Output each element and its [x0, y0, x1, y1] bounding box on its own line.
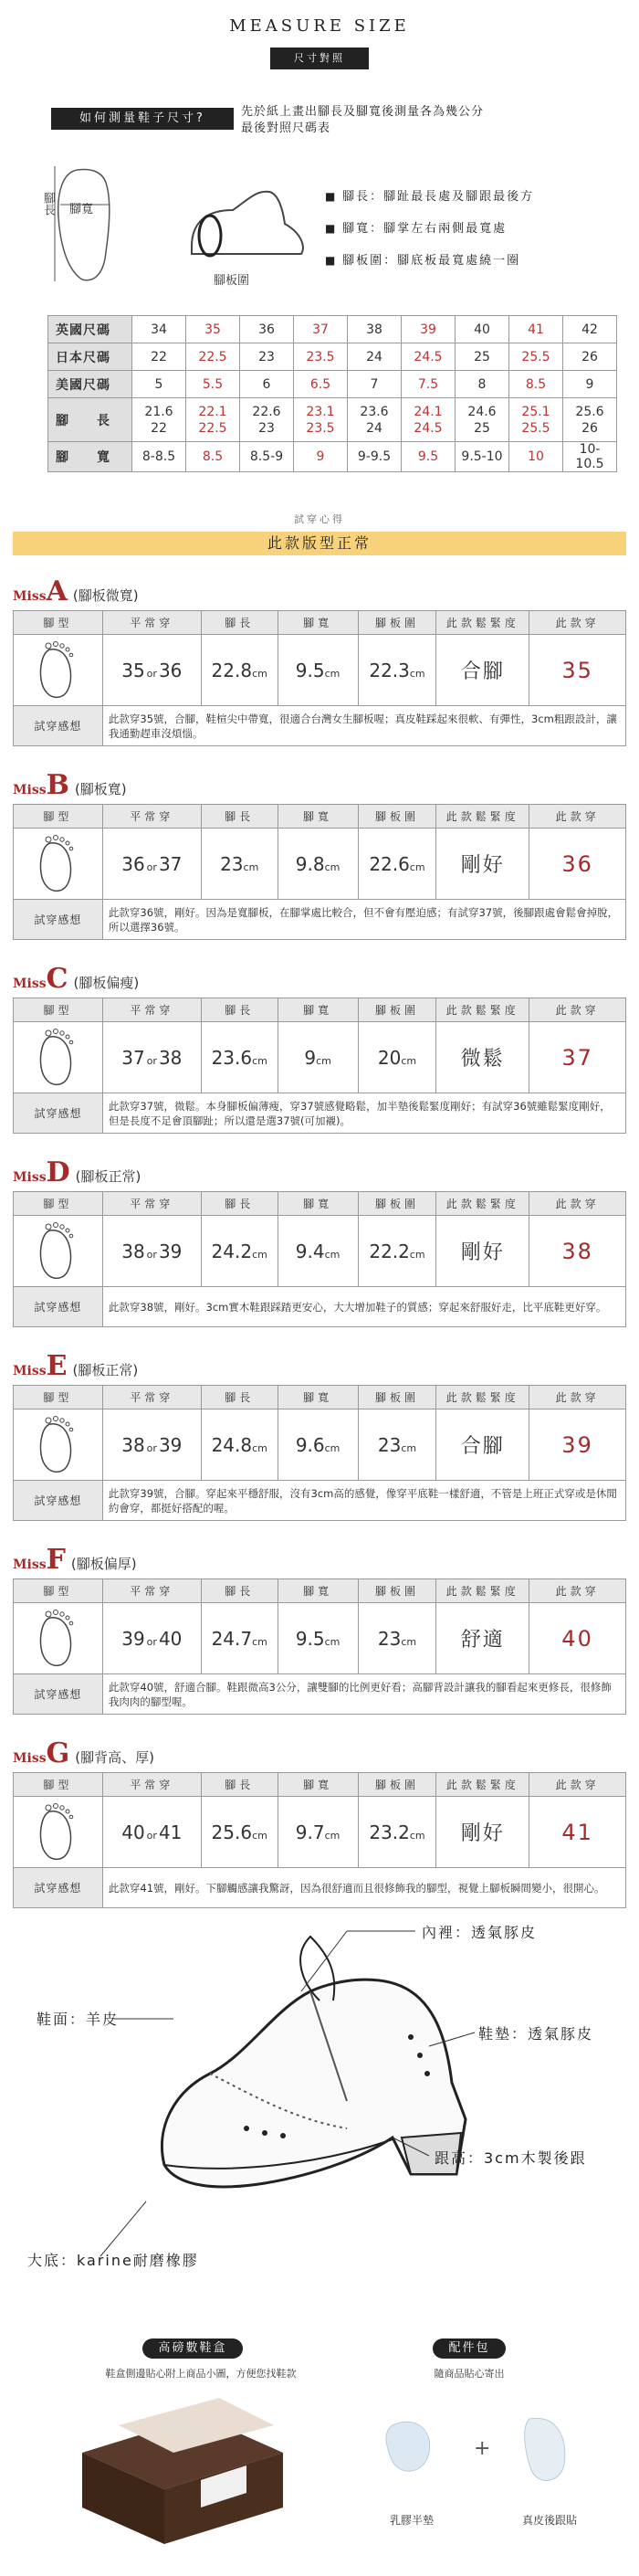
size-chart-cell: 25	[456, 343, 509, 371]
tester-foot-type: (腳板偏瘦)	[73, 975, 140, 991]
fit-values-row	[14, 1603, 626, 1674]
note-label: 試穿感想	[14, 1674, 103, 1715]
length-cell: 24.2cm	[201, 1216, 278, 1287]
tester-heading	[13, 1737, 154, 1769]
size-chart-cell: 34	[132, 316, 186, 343]
tester-name: MissA	[13, 575, 68, 607]
girth-cell: 23cm	[358, 1409, 436, 1481]
foot-type-cell	[14, 1603, 103, 1674]
usual-size-cell: 38 or 39	[102, 1409, 201, 1481]
size-chart-cell: 23	[240, 343, 294, 371]
fit-header-cell: 此款鬆緊度	[436, 1386, 529, 1409]
tester-foot-type: (腳板微寬)	[72, 587, 139, 604]
fit-header-cell: 腳型	[14, 1579, 103, 1603]
size-chart-cell: 26	[563, 343, 617, 371]
fit-header-cell: 腳型	[14, 805, 103, 829]
fit-table-header	[14, 1579, 626, 1603]
usual-size-cell: 37 or 38	[102, 1022, 201, 1093]
fit-header-cell: 腳長	[201, 1386, 278, 1409]
fit-header-cell: 腳板圍	[358, 805, 436, 829]
fit-header-cell: 此款穿	[529, 998, 626, 1022]
fit-table	[13, 998, 626, 1134]
size-chart-cell: 23.6 24	[348, 398, 402, 442]
fit-header-cell: 腳型	[14, 1192, 103, 1216]
chosen-size-cell: 41	[529, 1797, 626, 1868]
size-chart-cell: 9-9.5	[348, 442, 402, 472]
note-text: 此款穿36號，剛好。因為是寬腳板，在腳掌處比較合，但不會有壓迫感；有試穿37號，後腳跟處會鬆會掉脫，所以選擇36號。	[102, 900, 625, 940]
foot-girth-label: 腳板圍	[214, 274, 250, 288]
size-chart-cell: 8	[456, 371, 509, 398]
foot-print-icon	[30, 832, 85, 896]
fit-table-header	[14, 611, 626, 635]
accessory-caption: 隨商品貼心寄出	[434, 2368, 505, 2380]
fit-header-cell: 腳寬	[278, 998, 358, 1022]
foot-print-icon	[30, 1413, 85, 1477]
note-label: 試穿感想	[14, 900, 103, 940]
fit-values-row	[14, 1409, 626, 1481]
tester-name: MissC	[13, 963, 68, 995]
chosen-size-cell: 37	[529, 1022, 626, 1093]
chosen-size-cell: 35	[529, 635, 626, 706]
insole-label: 鞋墊：透氣豚皮	[478, 2025, 594, 2043]
size-chart-cell: 25.5	[509, 343, 563, 371]
fit-note-row	[14, 1481, 626, 1521]
fit-header-cell: 平常穿	[102, 805, 201, 829]
box-pill: 高磅數鞋盒	[142, 2338, 243, 2359]
fit-header-cell: 腳板圍	[358, 611, 436, 635]
tester-foot-type: (腳背高、厚)	[75, 1749, 154, 1766]
size-chart-cell: 23.5	[294, 343, 348, 371]
length-cell: 24.8cm	[201, 1409, 278, 1481]
fit-level-cell: 合腳	[436, 1409, 529, 1481]
heel-label: 跟高：3cm木製後跟	[435, 2149, 587, 2167]
fit-note-row	[14, 900, 626, 940]
fit-header-cell: 腳長	[201, 805, 278, 829]
foot-type-cell	[14, 635, 103, 706]
fit-header-cell: 腳寬	[278, 1579, 358, 1603]
size-chart-cell: 42	[563, 316, 617, 343]
note-label: 試穿感想	[14, 1868, 103, 1908]
size-ribbon: 尺寸對照	[270, 48, 369, 69]
fit-header-cell: 此款鬆緊度	[436, 611, 529, 635]
foot-print-icon	[30, 639, 85, 702]
fit-header-cell: 腳板圍	[358, 998, 436, 1022]
tester-heading	[13, 575, 139, 607]
chosen-size-cell: 36	[529, 829, 626, 900]
fit-table	[13, 1772, 626, 1908]
fit-level-cell: 舒適	[436, 1603, 529, 1674]
note-text: 此款穿41號，剛好。下腳觸感讓我驚訝，因為很舒適而且很修飾我的腳型，視覺上腳板瞬間變小，很開心。	[102, 1868, 625, 1908]
fit-header-cell: 此款穿	[529, 805, 626, 829]
measure-bullets	[325, 181, 534, 277]
foot-print-icon	[30, 1800, 85, 1864]
fit-banner: 此款版型正常	[13, 532, 626, 555]
fit-values-row	[14, 635, 626, 706]
girth-cell: 22.2cm	[358, 1216, 436, 1287]
size-chart-cell: 36	[240, 316, 294, 343]
width-cell: 9.7cm	[278, 1797, 358, 1868]
size-chart-cell: 7.5	[402, 371, 456, 398]
fit-header-cell: 此款穿	[529, 1386, 626, 1409]
fit-header-cell: 此款鬆緊度	[436, 1192, 529, 1216]
size-chart-row	[48, 442, 617, 472]
foot-type-cell	[14, 1216, 103, 1287]
foot-type-cell	[14, 829, 103, 900]
note-text: 此款穿39號，合腳。穿起來平穩舒服，沒有3cm高的感覺，像穿平底鞋一樣舒適，不管是上班正式穿或是休閒約會穿，都挺好搭配的喔。	[102, 1481, 625, 1521]
foot-side-icon	[183, 183, 310, 265]
note-text: 此款穿37號，微鬆。本身腳板偏薄瘦，穿37號感覺略鬆，加半墊後鬆緊度剛好；有試穿36號雖鬆緊度剛好，但是長度不足會頂腳趾；所以還是選37號(可加襯)。	[102, 1093, 625, 1134]
fit-header-cell: 此款鬆緊度	[436, 1579, 529, 1603]
fit-header-cell: 腳型	[14, 1386, 103, 1409]
note-label: 試穿感想	[14, 706, 103, 746]
size-chart-cell: 8-8.5	[132, 442, 186, 472]
tester-foot-type: (腳板寬)	[74, 781, 127, 797]
fit-level-cell: 剛好	[436, 829, 529, 900]
note-label: 試穿感想	[14, 1093, 103, 1134]
bullet-girth: ■ 腳板圍：腳底板最寬處繞一圈	[325, 245, 534, 277]
how-to-measure-text: 先於紙上畫出腳長及腳寬後測量各為幾公分 最後對照尺碼表	[241, 105, 485, 135]
size-chart-cell: 21.6 22	[132, 398, 186, 442]
size-chart-cell: 8.5-9	[240, 442, 294, 472]
note-label: 試穿感想	[14, 1287, 103, 1327]
size-chart-cell: 22.5	[186, 343, 240, 371]
fit-header-cell: 腳寬	[278, 1386, 358, 1409]
girth-cell: 22.6cm	[358, 829, 436, 900]
size-chart-cell: 22.6 23	[240, 398, 294, 442]
shoe-callout-lines	[0, 1909, 639, 2293]
fit-header-cell: 腳長	[201, 1773, 278, 1797]
tester-name: MissE	[13, 1350, 68, 1382]
fit-table-header	[14, 1386, 626, 1409]
fit-header-cell: 此款穿	[529, 1773, 626, 1797]
fit-header-cell: 腳板圍	[358, 1192, 436, 1216]
size-chart-cell: 22.1 22.5	[186, 398, 240, 442]
shoe-box-icon	[64, 2389, 301, 2553]
fit-header-cell: 腳板圍	[358, 1773, 436, 1797]
fit-table	[13, 610, 626, 746]
fit-header-cell: 此款穿	[529, 1192, 626, 1216]
size-chart-row-label: 腳 長	[48, 398, 132, 442]
fit-note-row	[14, 1674, 626, 1715]
width-cell: 9.6cm	[278, 1409, 358, 1481]
size-chart-row-label: 腳 寬	[48, 442, 132, 472]
fit-values-row	[14, 1022, 626, 1093]
box-brand: karine	[164, 2423, 194, 2433]
usual-size-cell: 39 or 40	[102, 1603, 201, 1674]
tester-heading	[13, 963, 139, 995]
size-chart-cell: 24.5	[402, 343, 456, 371]
size-chart-cell: 39	[402, 316, 456, 343]
length-cell: 24.7cm	[201, 1603, 278, 1674]
fit-note-row	[14, 1287, 626, 1327]
outsole-label: 大底：karine耐磨橡膠	[27, 2252, 199, 2269]
chosen-size-cell: 39	[529, 1409, 626, 1481]
fit-header-cell: 此款穿	[529, 611, 626, 635]
size-chart-cell: 25.1 25.5	[509, 398, 563, 442]
fit-header-cell: 腳型	[14, 998, 103, 1022]
size-chart-cell: 24	[348, 343, 402, 371]
size-chart-cell: 9	[294, 442, 348, 472]
box-caption: 鞋盒側邊貼心附上商品小圖，方便您找鞋款	[105, 2368, 297, 2380]
length-cell: 22.8cm	[201, 635, 278, 706]
girth-cell: 23cm	[358, 1603, 436, 1674]
size-chart-row-label: 美國尺碼	[48, 371, 132, 398]
foot-length-label: 腳長	[41, 192, 55, 216]
fit-level-cell: 微鬆	[436, 1022, 529, 1093]
latex-pad-icon	[374, 2412, 447, 2485]
tester-name: MissF	[13, 1544, 66, 1576]
width-cell: 9.4cm	[278, 1216, 358, 1287]
usual-size-cell: 35 or 36	[102, 635, 201, 706]
fit-table	[13, 1578, 626, 1715]
size-chart-row-label: 日本尺碼	[48, 343, 132, 371]
fit-table-header	[14, 998, 626, 1022]
note-text: 此款穿38號，剛好。3cm實木鞋跟踩踏更安心，大大增加鞋子的質感；穿起來舒服好走，比平底鞋更好穿。	[102, 1287, 625, 1327]
fit-header-cell: 腳型	[14, 611, 103, 635]
fit-level-cell: 剛好	[436, 1797, 529, 1868]
plus-sign: +	[474, 2437, 491, 2460]
usual-size-cell: 38 or 39	[102, 1216, 201, 1287]
tester-foot-type: (腳板正常)	[72, 1362, 139, 1378]
fit-values-row	[14, 1216, 626, 1287]
bullet-width: ■ 腳寬：腳掌左右兩側最寬處	[325, 213, 534, 245]
size-chart-cell: 25.6 26	[563, 398, 617, 442]
bullet-length: ■ 腳長：腳趾最長處及腳跟最後方	[325, 181, 534, 213]
fit-header-cell: 腳長	[201, 1579, 278, 1603]
size-chart-row	[48, 371, 617, 398]
foot-type-cell	[14, 1797, 103, 1868]
size-chart-cell: 9.5	[402, 442, 456, 472]
fit-header-cell: 腳長	[201, 1192, 278, 1216]
size-chart-row-label: 英國尺碼	[48, 316, 132, 343]
accessory-pill: 配件包	[433, 2338, 506, 2359]
fit-note-row	[14, 1093, 626, 1134]
girth-cell: 23.2cm	[358, 1797, 436, 1868]
tester-heading	[13, 769, 127, 801]
fit-level-cell: 合腳	[436, 635, 529, 706]
tester-foot-type: (腳板偏厚)	[70, 1556, 137, 1572]
size-chart-cell: 8.5	[186, 442, 240, 472]
upper-label: 鞋面：羊皮	[37, 2011, 120, 2028]
length-cell: 23.6cm	[201, 1022, 278, 1093]
fit-header-cell: 腳寬	[278, 1192, 358, 1216]
fit-header-cell: 平常穿	[102, 1579, 201, 1603]
size-chart-cell: 9.5-10	[456, 442, 509, 472]
size-chart-cell: 10-10.5	[563, 442, 617, 472]
fit-header-cell: 此款鬆緊度	[436, 1773, 529, 1797]
fit-level-cell: 剛好	[436, 1216, 529, 1287]
note-text: 此款穿35號，合腳，鞋楦尖中帶寬，很適合台灣女生腳板喔；真皮鞋踩起來很軟、有彈性，3cm粗跟設計，讓我通勤趕車沒煩惱。	[102, 706, 625, 746]
size-chart-row	[48, 316, 617, 343]
tester-foot-type: (腳板正常)	[75, 1168, 141, 1185]
foot-type-cell	[14, 1409, 103, 1481]
width-cell: 9.5cm	[278, 635, 358, 706]
size-chart-cell: 5.5	[186, 371, 240, 398]
fit-values-row	[14, 829, 626, 900]
size-chart-cell: 9	[563, 371, 617, 398]
fit-table	[13, 1385, 626, 1521]
fit-header-cell: 腳長	[201, 611, 278, 635]
size-chart-cell: 6.5	[294, 371, 348, 398]
size-chart-cell: 38	[348, 316, 402, 343]
length-cell: 23cm	[201, 829, 278, 900]
size-chart-cell: 40	[456, 316, 509, 343]
foot-width-label: 腳寬	[69, 203, 94, 216]
fit-header-cell: 腳型	[14, 1773, 103, 1797]
size-chart-cell: 41	[509, 316, 563, 343]
fit-header-cell: 腳板圍	[358, 1579, 436, 1603]
lining-label: 內裡：透氣豚皮	[422, 1924, 538, 1941]
fit-header-cell: 腳寬	[278, 1773, 358, 1797]
note-label: 試穿感想	[14, 1481, 103, 1521]
fit-table	[13, 804, 626, 940]
size-chart-row	[48, 343, 617, 371]
trial-label: 試穿心得	[294, 513, 345, 525]
tester-heading	[13, 1350, 138, 1382]
fit-note-row	[14, 706, 626, 746]
size-chart-cell: 10	[509, 442, 563, 472]
size-chart-cell: 24.6 25	[456, 398, 509, 442]
size-chart-cell: 5	[132, 371, 186, 398]
girth-cell: 20cm	[358, 1022, 436, 1093]
foot-print-icon	[30, 1026, 85, 1090]
heel-grip-icon	[511, 2410, 584, 2492]
usual-size-cell: 40 or 41	[102, 1797, 201, 1868]
fit-header-cell: 此款鬆緊度	[436, 998, 529, 1022]
size-chart-cell: 22	[132, 343, 186, 371]
fit-header-cell: 此款鬆緊度	[436, 805, 529, 829]
fit-header-cell: 平常穿	[102, 998, 201, 1022]
size-chart-cell: 24.1 24.5	[402, 398, 456, 442]
fit-header-cell: 平常穿	[102, 1386, 201, 1409]
fit-table	[13, 1191, 626, 1327]
size-chart-cell: 6	[240, 371, 294, 398]
fit-header-cell: 腳板圍	[358, 1386, 436, 1409]
fit-table-header	[14, 805, 626, 829]
fit-header-cell: 此款穿	[529, 1579, 626, 1603]
chosen-size-cell: 38	[529, 1216, 626, 1287]
size-chart-cell: 23.1 23.5	[294, 398, 348, 442]
width-cell: 9cm	[278, 1022, 358, 1093]
girth-cell: 22.3cm	[358, 635, 436, 706]
size-chart-cell: 8.5	[509, 371, 563, 398]
page-title: MEASURE SIZE	[229, 16, 410, 36]
fit-header-cell: 腳寬	[278, 611, 358, 635]
size-chart-cell: 7	[348, 371, 402, 398]
size-chart-cell: 35	[186, 316, 240, 343]
how-to-measure-label: 如何測量鞋子尺寸?	[51, 108, 234, 130]
fit-table-header	[14, 1192, 626, 1216]
size-chart-cell: 37	[294, 316, 348, 343]
size-chart	[47, 315, 617, 472]
usual-size-cell: 36 or 37	[102, 829, 201, 900]
heel-grip-label: 真皮後跟貼	[521, 2514, 577, 2527]
foot-print-icon	[30, 1607, 85, 1671]
length-cell: 25.6cm	[201, 1797, 278, 1868]
foot-print-icon	[30, 1219, 85, 1283]
tester-heading	[13, 1156, 141, 1188]
fit-header-cell: 平常穿	[102, 1773, 201, 1797]
tester-heading	[13, 1544, 137, 1576]
fit-header-cell: 腳長	[201, 998, 278, 1022]
fit-header-cell: 腳寬	[278, 805, 358, 829]
fit-header-cell: 平常穿	[102, 611, 201, 635]
foot-type-cell	[14, 1022, 103, 1093]
chosen-size-cell: 40	[529, 1603, 626, 1674]
tester-name: MissB	[13, 769, 69, 801]
fit-values-row	[14, 1797, 626, 1868]
width-cell: 9.8cm	[278, 829, 358, 900]
tester-name: MissG	[13, 1737, 70, 1769]
note-text: 此款穿40號，舒適合腳。鞋跟微高3公分，讓雙腳的比例更好看；高腳背設計讓我的腳看起來更修長，很修飾我肉肉的腳型喔。	[102, 1674, 625, 1715]
width-cell: 9.5cm	[278, 1603, 358, 1674]
fit-header-cell: 平常穿	[102, 1192, 201, 1216]
size-chart-row	[48, 398, 617, 442]
fit-table-header	[14, 1773, 626, 1797]
foot-outline-icon	[37, 153, 137, 290]
latex-pad-label: 乳膠半墊	[389, 2514, 434, 2527]
tester-name: MissD	[13, 1156, 70, 1188]
